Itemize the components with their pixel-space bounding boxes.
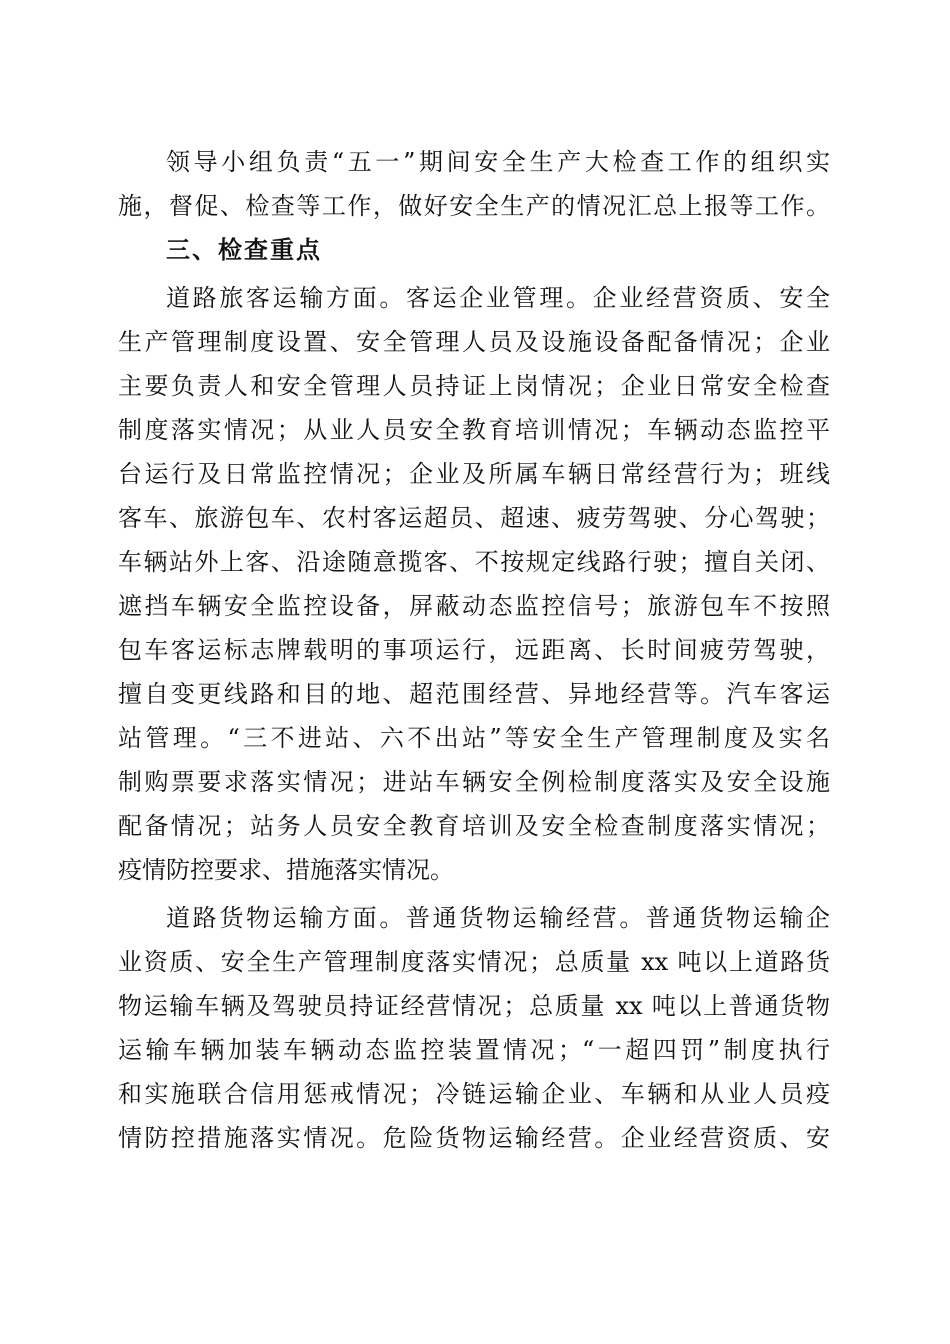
paragraph-line: 配备情况；站务人员安全教育培训及安全检查制度落实情况； [118, 812, 830, 840]
paragraph-line: 遮挡车辆安全监控设备，屏蔽动态监控信号；旅游包车不按照 [118, 592, 830, 620]
paragraph-line: 业资质、安全生产管理制度落实情况；总质量 xx 吨以上道路货 [118, 948, 830, 976]
paragraph-line: 生产管理制度设置、安全管理人员及设施设备配备情况；企业 [118, 328, 830, 356]
paragraph-line: 施，督促、检查等工作，做好安全生产的情况汇总上报等工作。 [118, 192, 830, 220]
paragraph-line: 道路货物运输方面。普通货物运输经营。普通货物运输企 [166, 904, 830, 932]
paragraph-line: 物运输车辆及驾驶员持证经营情况；总质量 xx 吨以上普通货物 [118, 992, 830, 1020]
paragraph-line: 情防控措施落实情况。危险货物运输经营。企业经营资质、安 [118, 1124, 830, 1152]
paragraph-line: 台运行及日常监控情况；企业及所属车辆日常经营行为；班线 [118, 460, 830, 488]
paragraph-line: 站管理。“三不进站、六不出站”等安全生产管理制度及实名 [118, 724, 830, 752]
paragraph-line: 运输车辆加装车辆动态监控装置情况；“一超四罚”制度执行 [118, 1036, 830, 1064]
paragraph-line: 领导小组负责“五一”期间安全生产大检查工作的组织实 [166, 148, 830, 176]
paragraph-line: 和实施联合信用惩戒情况；冷链运输企业、车辆和从业人员疫 [118, 1080, 830, 1108]
paragraph-line: 制购票要求落实情况；进站车辆安全例检制度落实及安全设施 [118, 768, 830, 796]
paragraph-line: 主要负责人和安全管理人员持证上岗情况；企业日常安全检查 [118, 372, 830, 400]
paragraph-line: 疫情防控要求、措施落实情况。 [118, 856, 454, 884]
paragraph-line: 制度落实情况；从业人员安全教育培训情况；车辆动态监控平 [118, 416, 830, 444]
section-heading: 三、检查重点 [166, 236, 322, 264]
paragraph-line: 包车客运标志牌载明的事项运行，远距离、长时间疲劳驾驶， [118, 636, 830, 664]
paragraph-line: 擅自变更线路和目的地、超范围经营、异地经营等。汽车客运 [118, 680, 830, 708]
paragraph-line: 车辆站外上客、沿途随意揽客、不按规定线路行驶；擅自关闭、 [118, 548, 830, 576]
paragraph-line: 道路旅客运输方面。客运企业管理。企业经营资质、安全 [166, 284, 830, 312]
paragraph-line: 客车、旅游包车、农村客运超员、超速、疲劳驾驶、分心驾驶； [118, 504, 830, 532]
